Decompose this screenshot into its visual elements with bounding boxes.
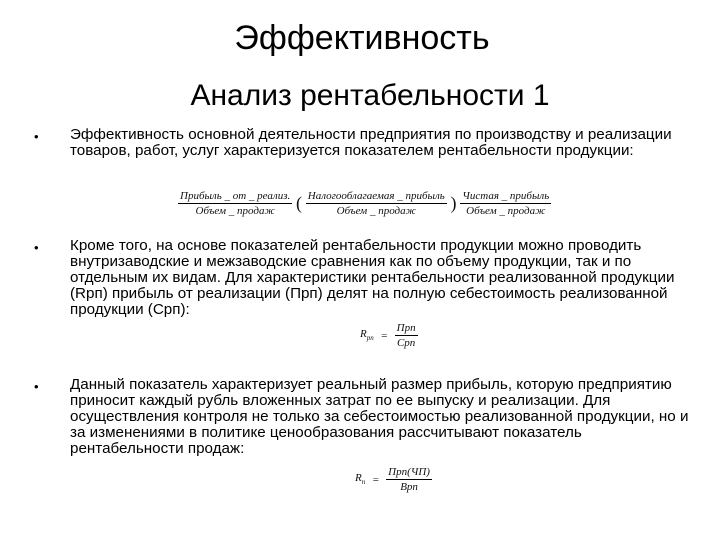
- formula-sold-product-profitability: [360, 322, 418, 349]
- fraction-numerator: Чистая _ прибыль: [462, 190, 550, 202]
- slide-subtitle: Анализ рентабельности 1: [190, 79, 550, 112]
- fraction-denominator: Срп: [396, 337, 416, 349]
- bullet-3-text: Данный показатель характеризует реальный размер прибыль, которую предприятию приносит каждый рубль вложенных затрат по ее выпуску и реализации. Для осуществления контроля не только за себестоимостью реализованной продукции, но и за изменениями в политике ценообразования рассчитывают показатель рентабельности продаж:: [70, 376, 689, 457]
- bullet-1-text: Эффективность основной деятельности предприятия по производству и реализации товаров, работ, услуг характеризуется показателем рентабельности продукции:: [70, 126, 672, 159]
- bullet-1-marker: •: [34, 129, 39, 144]
- bullet-3-marker: •: [34, 379, 39, 394]
- fraction-numerator: Прибыль _ от _ реализ.: [180, 190, 291, 202]
- fraction-denominator: Объем _ продаж: [466, 205, 546, 217]
- formula-product-profitability: [178, 190, 551, 217]
- equals-sign: =: [380, 329, 388, 342]
- fraction-net-profit: [460, 190, 551, 217]
- fraction-numerator: Прп(ЧП): [388, 466, 430, 478]
- fraction-denominator: Объем _ продаж: [336, 205, 416, 217]
- fraction-denominator: Врп: [400, 481, 418, 493]
- fraction-prp-srp: [395, 322, 418, 349]
- equals-sign: =: [371, 473, 380, 486]
- paren-close: ): [450, 193, 457, 213]
- fraction-taxable-profit: [306, 190, 447, 217]
- formula-lhs: $R_п$: [355, 472, 366, 487]
- fraction-denominator: Объем _ продаж: [195, 205, 275, 217]
- formula-lhs: $R_{рп}$: [360, 328, 374, 343]
- fraction-sales-profit: [178, 190, 292, 217]
- fraction-numerator: Налогооблагаемая _ прибыль: [307, 190, 445, 202]
- formula-sales-profitability: [355, 466, 432, 493]
- fraction-prp-vrp: [386, 466, 432, 493]
- paren-open: (: [296, 193, 302, 213]
- slide-title: Эффективность: [234, 19, 490, 57]
- bullet-2-text: Кроме того, на основе показателей рентабельности продукции можно проводить внутризаводские и межзаводские сравнения как по объему продукции, так и по отдельным их видам. Для характеристики рентабельности реализованной продукции (Rрп) прибыль от реализации (Прп) делят на полную себестоимость реализованной продукции (Срп):: [70, 237, 675, 318]
- bullet-2-marker: •: [34, 240, 39, 255]
- fraction-numerator: Прп: [396, 322, 416, 334]
